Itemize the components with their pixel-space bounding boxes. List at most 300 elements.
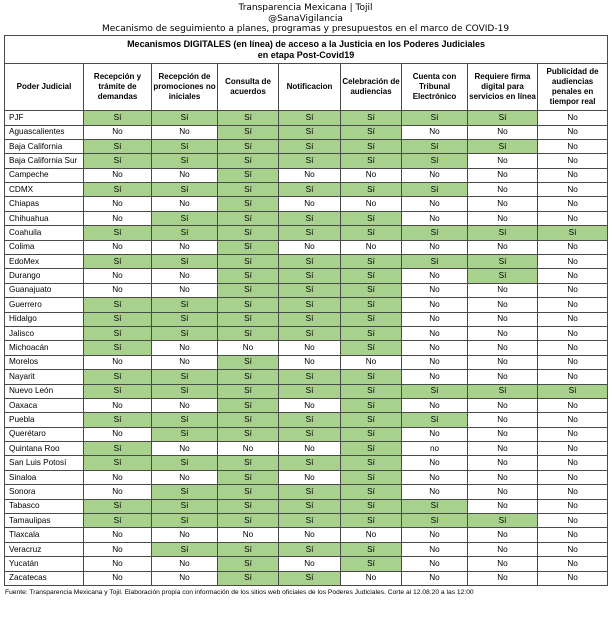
value-cell: No: [152, 528, 218, 542]
state-name-cell: Tabasco: [5, 499, 84, 513]
value-cell: No: [84, 398, 152, 412]
value-cell: Sí: [152, 183, 218, 197]
value-cell: Sí: [84, 111, 152, 125]
column-header: Publicidad de audiencias penales en tiempor real: [538, 64, 608, 111]
value-cell: No: [402, 557, 468, 571]
value-cell: Sí: [341, 557, 402, 571]
value-cell: No: [468, 571, 538, 585]
state-name-cell: Puebla: [5, 413, 84, 427]
state-name-cell: Guerrero: [5, 298, 84, 312]
value-cell: Sí: [279, 384, 341, 398]
table-row: [5, 168, 608, 182]
value-cell: Sí: [341, 269, 402, 283]
value-cell: No: [468, 312, 538, 326]
value-cell: No: [341, 571, 402, 585]
value-cell: No: [84, 427, 152, 441]
value-cell: No: [279, 197, 341, 211]
value-cell: Sí: [84, 514, 152, 528]
value-cell: No: [402, 542, 468, 556]
value-cell: Sí: [152, 111, 218, 125]
value-cell: No: [468, 298, 538, 312]
value-cell: No: [538, 370, 608, 384]
value-cell: Sí: [152, 211, 218, 225]
value-cell: No: [152, 398, 218, 412]
value-cell: Sí: [279, 283, 341, 297]
value-cell: No: [279, 398, 341, 412]
value-cell: Sí: [218, 355, 279, 369]
value-cell: No: [538, 398, 608, 412]
table-title-line2: en etapa Post-Covid19: [257, 49, 355, 60]
value-cell: Sí: [341, 427, 402, 441]
value-cell: Sí: [218, 269, 279, 283]
value-cell: Sí: [279, 326, 341, 340]
value-cell: Sí: [218, 226, 279, 240]
value-cell: No: [152, 240, 218, 254]
value-cell: No: [538, 571, 608, 585]
table-row: [5, 470, 608, 484]
table-row: [5, 240, 608, 254]
value-cell: No: [152, 125, 218, 139]
value-cell: Sí: [152, 485, 218, 499]
value-cell: Sí: [152, 413, 218, 427]
value-cell: No: [279, 557, 341, 571]
value-cell: No: [218, 528, 279, 542]
value-cell: Sí: [279, 226, 341, 240]
value-cell: Sí: [152, 499, 218, 513]
value-cell: Sí: [152, 312, 218, 326]
value-cell: No: [538, 542, 608, 556]
value-cell: No: [468, 542, 538, 556]
value-cell: No: [279, 168, 341, 182]
value-cell: No: [279, 355, 341, 369]
value-cell: Sí: [341, 183, 402, 197]
value-cell: No: [402, 571, 468, 585]
value-cell: No: [468, 326, 538, 340]
value-cell: Sí: [468, 226, 538, 240]
value-cell: Sí: [84, 499, 152, 513]
source-footnote: Fuente: Transparencia Mexicana y Tojil. Elaboración propia con información de los sitios web oficiales de los Poderes Judiciales. Corte al 12.08.20 a las 12:00: [5, 589, 474, 596]
value-cell: Sí: [279, 413, 341, 427]
value-cell: Sí: [218, 499, 279, 513]
value-cell: No: [402, 355, 468, 369]
table-row: [5, 355, 608, 369]
value-cell: Sí: [218, 398, 279, 412]
value-cell: No: [538, 557, 608, 571]
value-cell: Sí: [218, 456, 279, 470]
state-name-cell: Michoacán: [5, 341, 84, 355]
value-cell: No: [538, 298, 608, 312]
value-cell: No: [468, 528, 538, 542]
value-cell: No: [468, 485, 538, 499]
value-cell: No: [468, 211, 538, 225]
value-cell: No: [84, 211, 152, 225]
value-cell: No: [152, 168, 218, 182]
value-cell: Sí: [218, 298, 279, 312]
value-cell: No: [468, 398, 538, 412]
table-row: [5, 183, 608, 197]
value-cell: No: [468, 427, 538, 441]
state-name-cell: Aguascalientes: [5, 125, 84, 139]
value-cell: Sí: [218, 514, 279, 528]
value-cell: No: [538, 470, 608, 484]
value-cell: Sí: [152, 154, 218, 168]
value-cell: No: [468, 470, 538, 484]
value-cell: Sí: [218, 168, 279, 182]
value-cell: No: [341, 528, 402, 542]
value-cell: No: [402, 427, 468, 441]
table-row: [5, 298, 608, 312]
value-cell: Sí: [402, 499, 468, 513]
value-cell: No: [279, 240, 341, 254]
value-cell: No: [218, 442, 279, 456]
value-cell: Sí: [341, 485, 402, 499]
value-cell: Sí: [152, 255, 218, 269]
value-cell: Sí: [279, 139, 341, 153]
value-cell: Sí: [84, 384, 152, 398]
value-cell: Sí: [341, 456, 402, 470]
value-cell: Sí: [218, 470, 279, 484]
value-cell: Sí: [341, 442, 402, 456]
value-cell: Sí: [468, 514, 538, 528]
justice-mechanisms-table: [4, 35, 608, 586]
value-cell: No: [402, 283, 468, 297]
table-row: [5, 514, 608, 528]
value-cell: No: [468, 168, 538, 182]
value-cell: No: [402, 370, 468, 384]
value-cell: Sí: [279, 183, 341, 197]
value-cell: Sí: [84, 226, 152, 240]
value-cell: Sí: [218, 154, 279, 168]
value-cell: No: [84, 283, 152, 297]
subtitle-line: Mecanismo de seguimiento a planes, programas y presupuestos en el marco de COVID-19: [101, 24, 510, 35]
column-header: Recepción y trámite de demandas: [84, 64, 152, 111]
value-cell: No: [218, 341, 279, 355]
value-cell: Sí: [218, 139, 279, 153]
twitter-handle: @SanaVigilancia: [268, 13, 343, 24]
column-header: Recepción de promociones no iniciales: [152, 64, 218, 111]
table-row: [5, 154, 608, 168]
table-row: [5, 427, 608, 441]
value-cell: Sí: [84, 370, 152, 384]
value-cell: Sí: [218, 211, 279, 225]
value-cell: No: [402, 470, 468, 484]
value-cell: No: [538, 499, 608, 513]
value-cell: No: [341, 355, 402, 369]
state-name-cell: Nuevo León: [5, 384, 84, 398]
state-name-cell: San Luis Potosí: [5, 456, 84, 470]
state-name-cell: Quintana Roo: [5, 442, 84, 456]
table-row: [5, 456, 608, 470]
value-cell: No: [152, 355, 218, 369]
value-cell: No: [538, 326, 608, 340]
value-cell: No: [152, 341, 218, 355]
value-cell: Sí: [218, 427, 279, 441]
value-cell: Sí: [341, 499, 402, 513]
value-cell: Sí: [341, 283, 402, 297]
value-cell: No: [538, 125, 608, 139]
value-cell: No: [402, 326, 468, 340]
value-cell: Sí: [152, 298, 218, 312]
value-cell: Sí: [468, 384, 538, 398]
value-cell: No: [341, 168, 402, 182]
value-cell: Sí: [218, 197, 279, 211]
page: [4, 3, 607, 596]
value-cell: No: [538, 211, 608, 225]
value-cell: Sí: [279, 154, 341, 168]
value-cell: Sí: [341, 384, 402, 398]
value-cell: No: [402, 341, 468, 355]
table-row: [5, 499, 608, 513]
value-cell: Sí: [152, 427, 218, 441]
state-name-cell: Oaxaca: [5, 398, 84, 412]
value-cell: No: [538, 183, 608, 197]
value-cell: No: [468, 370, 538, 384]
state-name-cell: Coahuila: [5, 226, 84, 240]
column-headers: [5, 64, 608, 111]
value-cell: Sí: [152, 456, 218, 470]
state-name-cell: Baja California: [5, 139, 84, 153]
state-name-cell: Tamaulipas: [5, 514, 84, 528]
value-cell: Sí: [218, 283, 279, 297]
value-cell: Sí: [341, 370, 402, 384]
value-cell: No: [468, 240, 538, 254]
value-cell: Sí: [402, 139, 468, 153]
value-cell: No: [402, 168, 468, 182]
table-row: [5, 326, 608, 340]
value-cell: Sí: [279, 571, 341, 585]
report-header: [4, 3, 607, 35]
value-cell: No: [402, 456, 468, 470]
value-cell: Sí: [341, 341, 402, 355]
column-header: Notificacion: [279, 64, 341, 111]
value-cell: Sí: [468, 139, 538, 153]
value-cell: Sí: [538, 384, 608, 398]
value-cell: Sí: [341, 326, 402, 340]
value-cell: Sí: [84, 326, 152, 340]
value-cell: Sí: [402, 154, 468, 168]
value-cell: No: [538, 269, 608, 283]
value-cell: Sí: [84, 442, 152, 456]
value-cell: Sí: [218, 255, 279, 269]
value-cell: Sí: [279, 269, 341, 283]
state-name-cell: PJF: [5, 111, 84, 125]
value-cell: No: [84, 125, 152, 139]
value-cell: Sí: [341, 226, 402, 240]
value-cell: No: [341, 240, 402, 254]
value-cell: Sí: [279, 312, 341, 326]
value-cell: Sí: [152, 139, 218, 153]
table-row: [5, 269, 608, 283]
value-cell: Sí: [402, 111, 468, 125]
state-name-cell: Tlaxcala: [5, 528, 84, 542]
state-name-cell: Nayarit: [5, 370, 84, 384]
value-cell: Sí: [84, 255, 152, 269]
value-cell: No: [538, 528, 608, 542]
value-cell: No: [402, 197, 468, 211]
value-cell: Sí: [402, 255, 468, 269]
value-cell: No: [468, 125, 538, 139]
value-cell: Sí: [468, 269, 538, 283]
value-cell: Sí: [279, 542, 341, 556]
value-cell: Sí: [218, 240, 279, 254]
state-name-cell: Guanajuato: [5, 283, 84, 297]
table-row: [5, 485, 608, 499]
value-cell: No: [538, 139, 608, 153]
table-row: [5, 197, 608, 211]
value-cell: No: [538, 456, 608, 470]
table-row: [5, 125, 608, 139]
value-cell: No: [402, 312, 468, 326]
state-name-cell: Morelos: [5, 355, 84, 369]
value-cell: Sí: [279, 499, 341, 513]
value-cell: Sí: [218, 312, 279, 326]
table-row: [5, 312, 608, 326]
value-cell: Sí: [538, 226, 608, 240]
value-cell: Sí: [341, 514, 402, 528]
value-cell: Sí: [341, 398, 402, 412]
table-row: [5, 557, 608, 571]
value-cell: No: [152, 571, 218, 585]
value-cell: No: [468, 355, 538, 369]
value-cell: No: [468, 197, 538, 211]
value-cell: No: [538, 283, 608, 297]
value-cell: Sí: [279, 514, 341, 528]
value-cell: No: [538, 197, 608, 211]
value-cell: No: [468, 499, 538, 513]
value-cell: Sí: [218, 485, 279, 499]
value-cell: No: [468, 183, 538, 197]
value-cell: No: [402, 485, 468, 499]
value-cell: No: [279, 470, 341, 484]
value-cell: No: [279, 341, 341, 355]
state-name-cell: Hidalgo: [5, 312, 84, 326]
value-cell: Sí: [152, 226, 218, 240]
column-header: Poder Judicial: [5, 64, 84, 111]
value-cell: Sí: [341, 298, 402, 312]
value-cell: No: [468, 413, 538, 427]
value-cell: No: [84, 197, 152, 211]
state-name-cell: Baja California Sur: [5, 154, 84, 168]
value-cell: No: [152, 442, 218, 456]
value-cell: No: [402, 298, 468, 312]
value-cell: Sí: [279, 456, 341, 470]
value-cell: Sí: [341, 211, 402, 225]
table-row: [5, 139, 608, 153]
value-cell: No: [402, 528, 468, 542]
table-row: [5, 542, 608, 556]
state-name-cell: Sinaloa: [5, 470, 84, 484]
state-name-cell: Chihuahua: [5, 211, 84, 225]
state-name-cell: Campeche: [5, 168, 84, 182]
value-cell: No: [402, 211, 468, 225]
value-cell: Sí: [341, 255, 402, 269]
column-header: Cuenta con Tribunal Electrónico: [402, 64, 468, 111]
value-cell: No: [279, 442, 341, 456]
value-cell: Sí: [218, 542, 279, 556]
value-cell: Sí: [84, 154, 152, 168]
value-cell: No: [468, 341, 538, 355]
value-cell: Sí: [341, 139, 402, 153]
value-cell: Sí: [218, 413, 279, 427]
value-cell: Sí: [341, 154, 402, 168]
table-title: [5, 36, 608, 64]
table-row: [5, 370, 608, 384]
value-cell: Sí: [152, 326, 218, 340]
value-cell: Sí: [84, 341, 152, 355]
value-cell: Sí: [84, 139, 152, 153]
column-header: Requiere firma digital para servicios en línea: [468, 64, 538, 111]
value-cell: Sí: [218, 125, 279, 139]
table-row: [5, 384, 608, 398]
value-cell: No: [152, 557, 218, 571]
value-cell: Sí: [84, 312, 152, 326]
table-row: [5, 442, 608, 456]
state-name-cell: Jalisco: [5, 326, 84, 340]
table-row: [5, 255, 608, 269]
value-cell: No: [84, 571, 152, 585]
value-cell: Sí: [402, 226, 468, 240]
value-cell: Sí: [152, 542, 218, 556]
value-cell: No: [84, 355, 152, 369]
value-cell: No: [341, 197, 402, 211]
state-name-cell: EdoMex: [5, 255, 84, 269]
state-name-cell: CDMX: [5, 183, 84, 197]
value-cell: Sí: [84, 298, 152, 312]
value-cell: Sí: [402, 413, 468, 427]
value-cell: No: [402, 398, 468, 412]
value-cell: No: [152, 283, 218, 297]
value-cell: No: [468, 442, 538, 456]
value-cell: No: [468, 154, 538, 168]
table-title-line1: Mecanismos DIGITALES (en línea) de acceso a la Justicia en los Poderes Judiciales: [127, 38, 486, 49]
value-cell: Sí: [402, 514, 468, 528]
value-cell: No: [538, 413, 608, 427]
value-cell: No: [402, 125, 468, 139]
state-name-cell: Querétaro: [5, 427, 84, 441]
value-cell: Sí: [218, 111, 279, 125]
value-cell: No: [538, 355, 608, 369]
value-cell: Sí: [279, 111, 341, 125]
state-name-cell: Yucatán: [5, 557, 84, 571]
value-cell: No: [84, 168, 152, 182]
value-cell: No: [152, 269, 218, 283]
value-cell: No: [152, 470, 218, 484]
value-cell: Sí: [279, 125, 341, 139]
value-cell: No: [152, 197, 218, 211]
table-row: [5, 528, 608, 542]
value-cell: Sí: [84, 456, 152, 470]
value-cell: Sí: [218, 384, 279, 398]
value-cell: No: [84, 557, 152, 571]
value-cell: Sí: [218, 326, 279, 340]
value-cell: No: [538, 255, 608, 269]
value-cell: Sí: [279, 370, 341, 384]
column-header: Celebración de audiencias: [341, 64, 402, 111]
value-cell: No: [538, 111, 608, 125]
value-cell: Sí: [84, 413, 152, 427]
table-row: [5, 226, 608, 240]
value-cell: No: [84, 269, 152, 283]
table-row: [5, 211, 608, 225]
value-cell: No: [538, 154, 608, 168]
value-cell: No: [538, 442, 608, 456]
table-row: [5, 341, 608, 355]
value-cell: no: [402, 442, 468, 456]
state-name-cell: Sonora: [5, 485, 84, 499]
table-body: [5, 111, 608, 586]
value-cell: No: [84, 528, 152, 542]
value-cell: No: [84, 485, 152, 499]
